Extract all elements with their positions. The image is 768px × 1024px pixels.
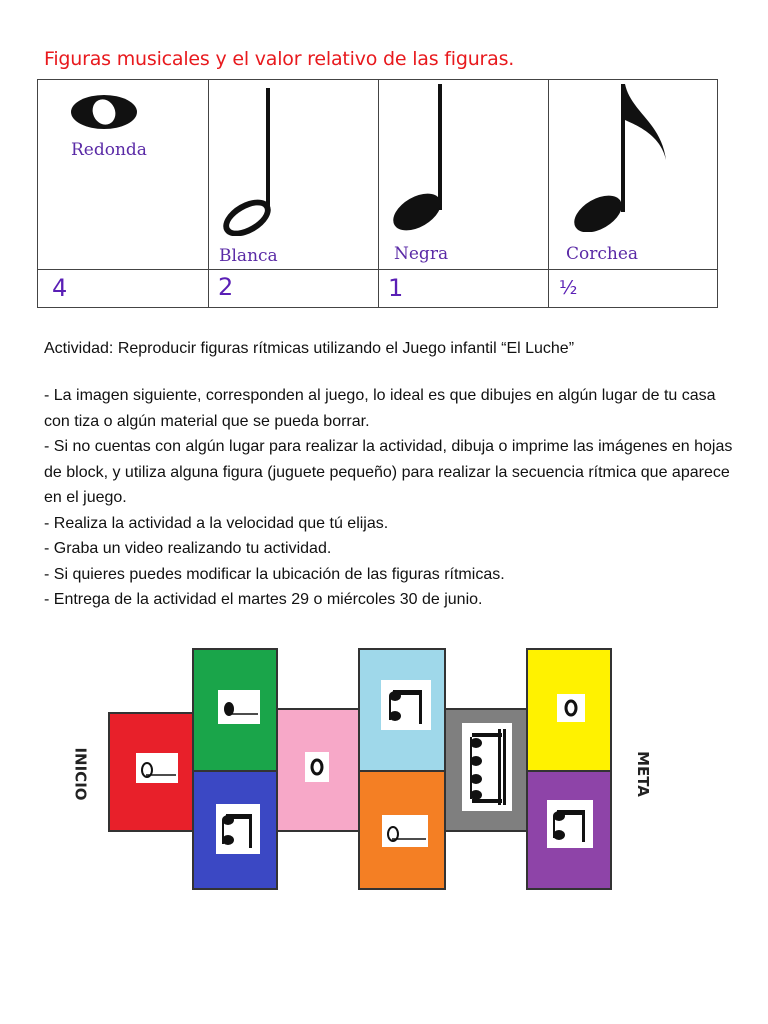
half-note-icon: [382, 815, 428, 847]
whole-note-card: [557, 694, 585, 722]
instruction-item: - La imagen siguiente, corresponden al juego, lo ideal es que dibujes en algún lugar de tu casa con tiza o algún material que se pueda borrar.: [44, 387, 716, 430]
two-eighths-icon: [547, 800, 593, 848]
two-eighths-icon: [216, 804, 260, 854]
whole-note-icon: [557, 694, 585, 722]
start-label: INICIO: [71, 747, 90, 801]
figures-table: [37, 79, 718, 308]
instructions: [44, 383, 734, 613]
figure-value-redonda: 4: [52, 274, 68, 302]
whole-note-icon: [68, 92, 140, 132]
figure-name-negra: Negra: [394, 244, 449, 264]
figure-name-blanca: Blanca: [219, 246, 278, 266]
game-cell-lightblue: [358, 648, 446, 772]
activity-heading: Actividad: Reproducir figuras rítmicas utilizando el Juego infantil “El Luche”: [44, 340, 575, 357]
whole-note-icon: [305, 752, 329, 782]
half-note-card: [218, 690, 260, 724]
quarter-note-icon: [388, 82, 468, 232]
page-title: Figuras musicales y el valor relativo de las figuras.: [44, 48, 515, 70]
game-cell-pink: [276, 708, 360, 832]
instruction-item: - Si no cuentas con algún lugar para realizar la actividad, dibuja o imprime las imágenes en hojas de block, y utiliza alguna figura (juguete pequeño) para realizar la secuencia rítmica que aparece en el juego.: [44, 438, 733, 506]
half-note-icon: [218, 690, 260, 724]
end-label: META: [633, 751, 652, 797]
half-note-icon: [218, 86, 298, 236]
figure-name-redonda: Redonda: [71, 140, 147, 160]
game-cell-yellow: [526, 648, 612, 772]
two-eighths-card: [216, 804, 260, 854]
game-cell-orange: [358, 770, 446, 890]
figure-value-corchea: ½: [559, 277, 578, 299]
sixteenths-card: [462, 723, 512, 811]
instruction-item: - Entrega de la actividad el martes 29 o miércoles 30 de junio.: [44, 591, 483, 608]
half-note-icon: [136, 753, 178, 783]
eighth-note-icon: [561, 82, 671, 232]
whole-note-card: [305, 752, 329, 782]
game-cell-green: [192, 648, 278, 772]
two-eighths-icon: [381, 680, 431, 730]
game-cell-red: [108, 712, 194, 832]
half-note-card: [382, 815, 428, 847]
game-cell-blue: [192, 770, 278, 890]
figure-value-blanca: 2: [218, 273, 234, 301]
sixteenths-icon: [462, 723, 512, 811]
instruction-item: - Realiza la actividad a la velocidad que tú elijas.: [44, 514, 389, 532]
instruction-item: - Si quieres puedes modificar la ubicación de las figuras rítmicas.: [44, 565, 505, 583]
two-eighths-card: [381, 680, 431, 730]
two-eighths-card: [547, 800, 593, 848]
figure-value-negra: 1: [388, 274, 404, 302]
half-note-card: [136, 753, 178, 783]
game-cell-purple: [526, 770, 612, 890]
figure-name-corchea: Corchea: [566, 244, 639, 264]
instruction-item: - Graba un video realizando tu actividad.: [44, 540, 332, 557]
game-cell-gray: [444, 708, 528, 832]
